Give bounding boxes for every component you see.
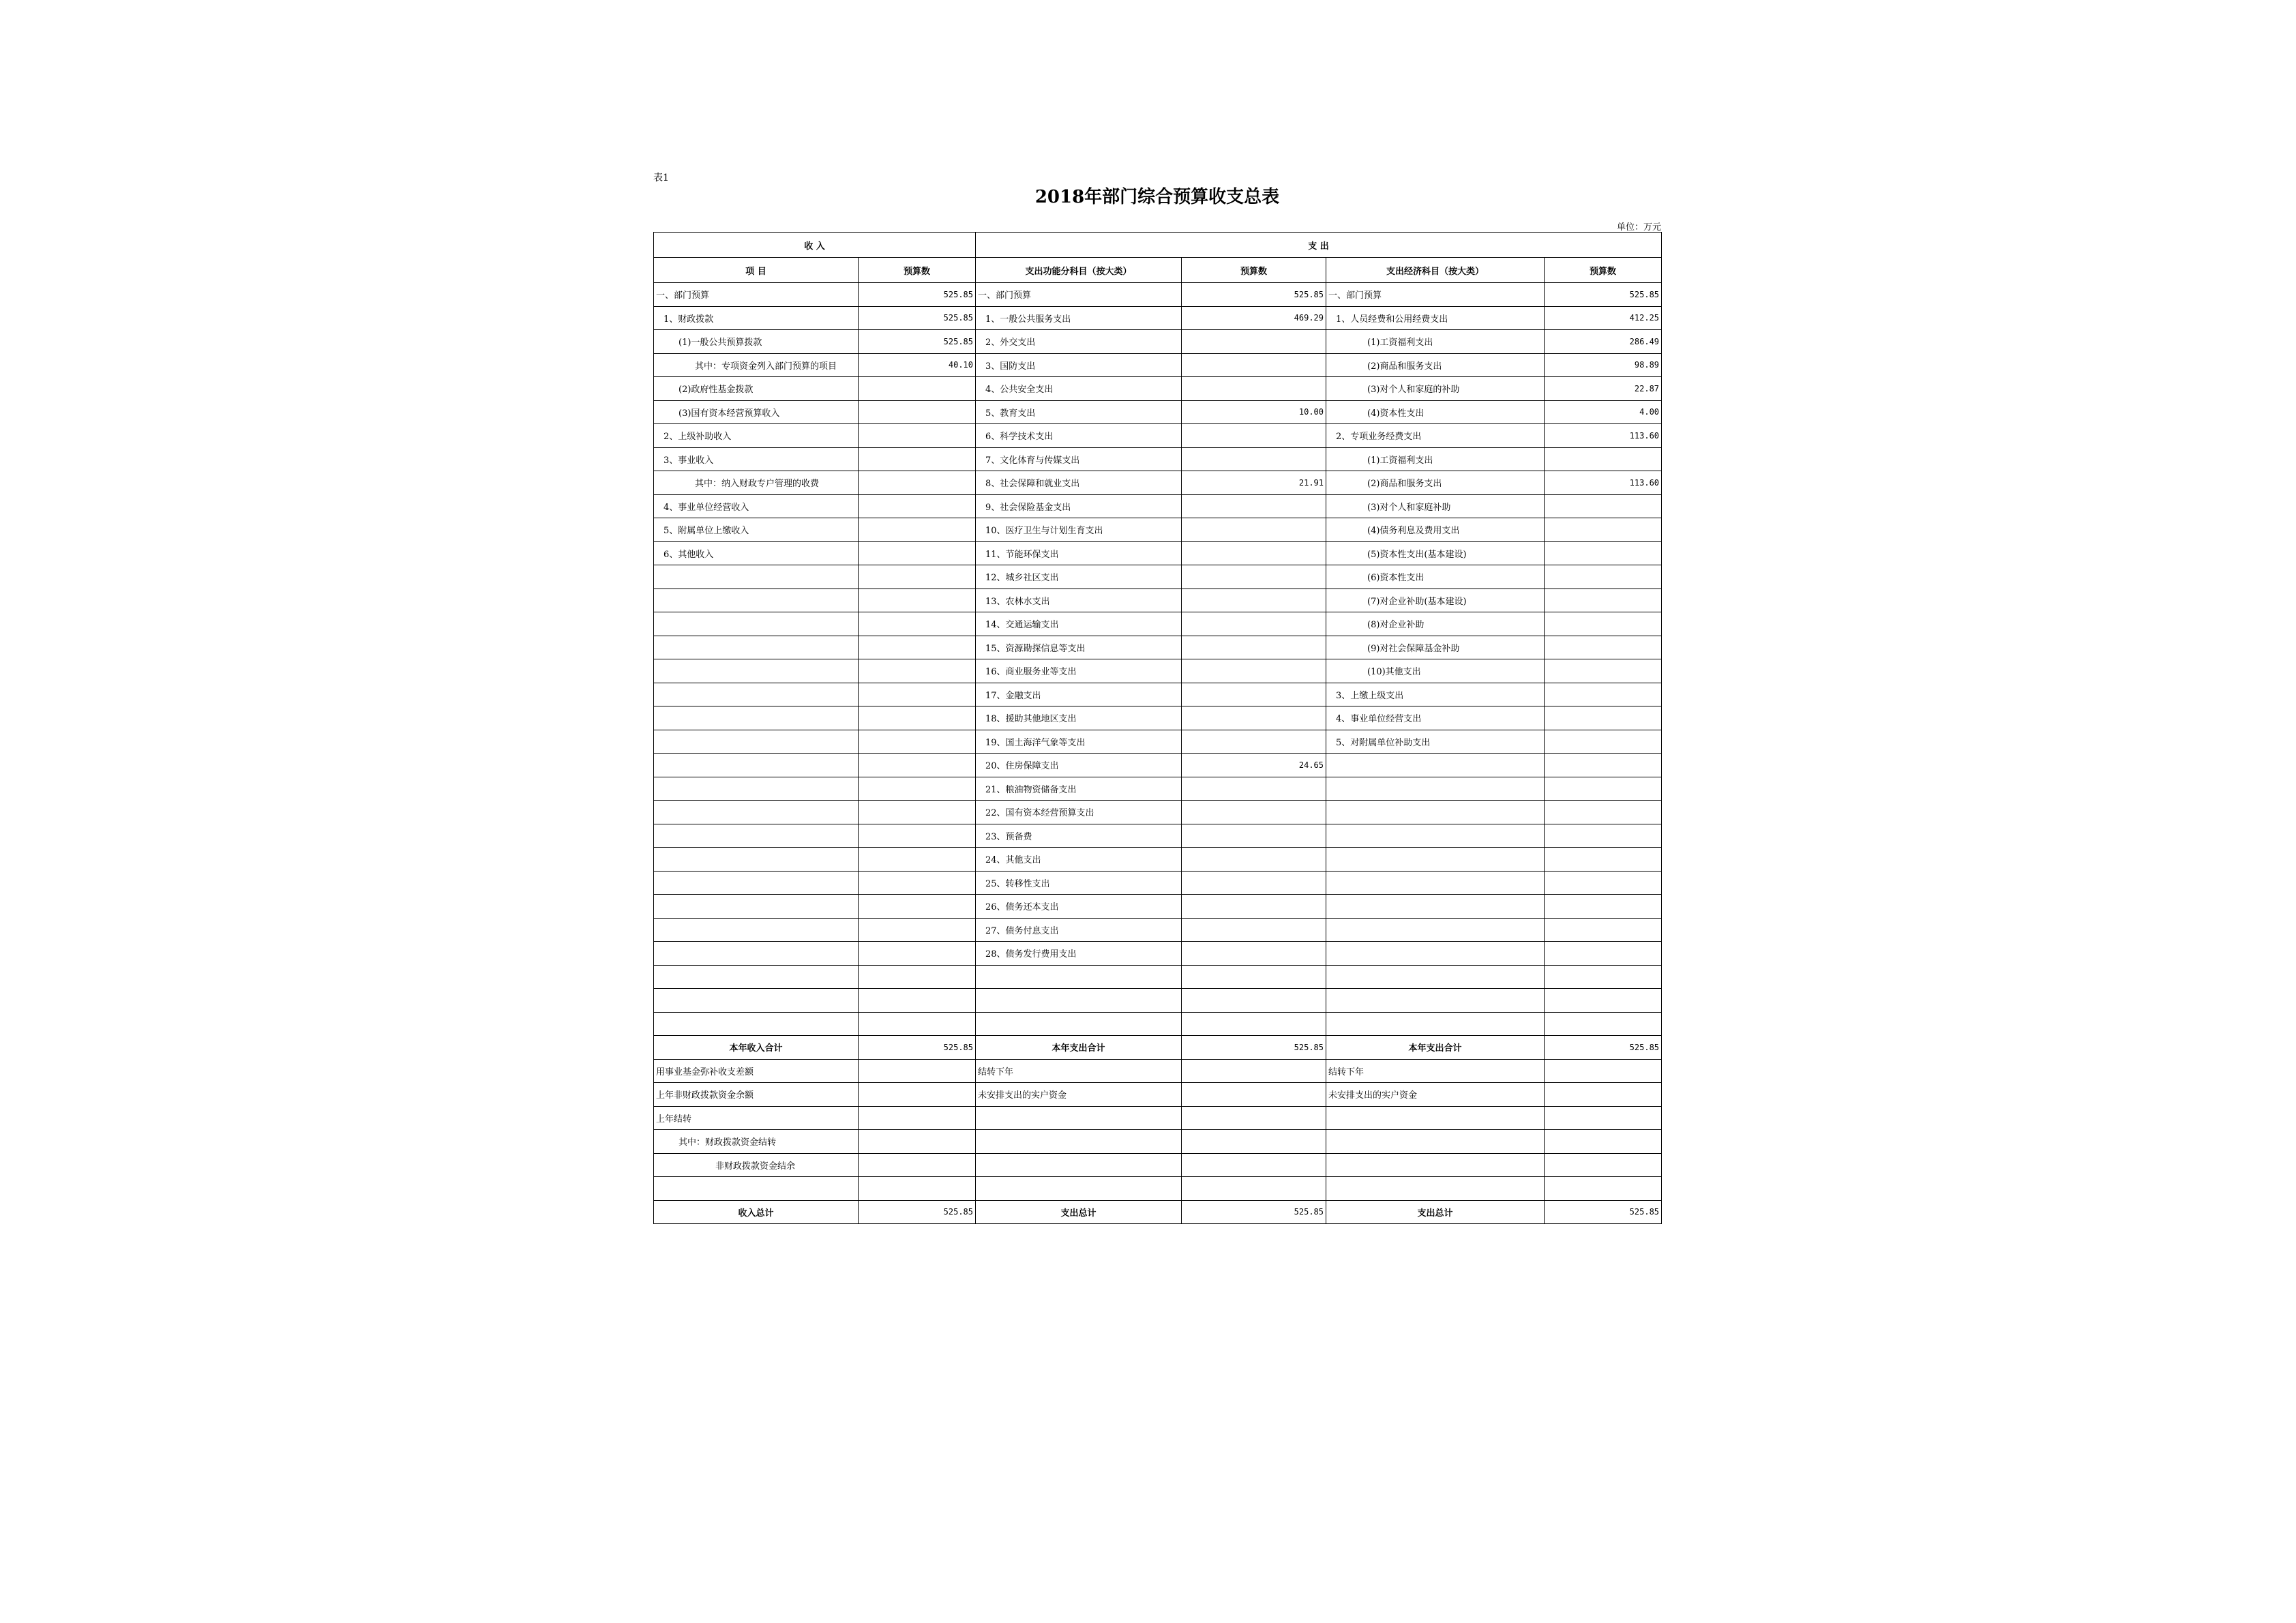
func-budget-cell: [1182, 1059, 1326, 1083]
income-budget-cell: [859, 683, 976, 706]
func-item-cell: [976, 1177, 1182, 1201]
income-budget-cell: [859, 965, 976, 989]
econ-item-cell: [1326, 989, 1545, 1013]
income-budget-cell: [859, 1059, 976, 1083]
econ-budget-cell: 113.60: [1545, 471, 1662, 495]
econ-item-cell: [1326, 824, 1545, 848]
income-budget-cell: [859, 377, 976, 401]
econ-item-cell: [1326, 1177, 1545, 1201]
econ-budget-cell: [1545, 447, 1662, 471]
func-item-cell: 13、农林水支出: [976, 589, 1182, 612]
func-item-cell: 18、援助其他地区支出: [976, 706, 1182, 730]
unit-label: 单位：万元: [1616, 222, 1661, 233]
func-budget-cell: [1182, 683, 1326, 706]
income-budget-cell: [859, 895, 976, 919]
income-item-cell: [654, 1177, 859, 1201]
func-budget-cell: [1182, 895, 1326, 919]
func-item-cell: 4、公共安全支出: [976, 377, 1182, 401]
income-item-cell: [654, 636, 859, 659]
econ-item-cell: 1、人员经费和公用经费支出: [1326, 306, 1545, 330]
econ-budget-cell: 286.49: [1545, 330, 1662, 354]
func-budget-cell: 469.29: [1182, 306, 1326, 330]
func-item-cell: [976, 1130, 1182, 1154]
econ-item-cell: [1326, 777, 1545, 801]
func-budget-cell: 525.85: [1182, 1200, 1326, 1224]
income-budget-cell: [859, 754, 976, 777]
func-item-cell: 16、商业服务业等支出: [976, 659, 1182, 683]
econ-budget-cell: [1545, 801, 1662, 824]
func-budget-cell: 21.91: [1182, 471, 1326, 495]
econ-budget-cell: [1545, 848, 1662, 872]
econ-item-cell: (2)商品和服务支出: [1326, 471, 1545, 495]
col-header-func: 支出功能分科目（按大类）: [976, 258, 1182, 283]
income-budget-cell: [859, 494, 976, 518]
income-item-cell: [654, 989, 859, 1013]
func-budget-cell: [1182, 447, 1326, 471]
econ-budget-cell: 98.89: [1545, 353, 1662, 377]
econ-budget-cell: [1545, 706, 1662, 730]
col-header-item: 项 目: [654, 258, 859, 283]
table-row: [654, 565, 1662, 589]
econ-item-cell: (5)资本性支出(基本建设): [1326, 541, 1545, 565]
func-item-cell: [976, 1106, 1182, 1130]
econ-item-cell: [1326, 754, 1545, 777]
income-item-cell: 其中：专项资金列入部门预算的项目: [654, 353, 859, 377]
func-item-cell: 7、文化体育与传媒支出: [976, 447, 1182, 471]
income-item-cell: [654, 965, 859, 989]
func-budget-cell: [1182, 1153, 1326, 1177]
income-budget-cell: [859, 471, 976, 495]
tail-row: [654, 1153, 1662, 1177]
func-budget-cell: [1182, 848, 1326, 872]
table-row: [654, 518, 1662, 542]
income-budget-cell: 40.10: [859, 353, 976, 377]
func-budget-cell: [1182, 541, 1326, 565]
func-budget-cell: [1182, 801, 1326, 824]
income-budget-cell: 525.85: [859, 330, 976, 354]
table-row: [654, 1012, 1662, 1036]
income-budget-cell: [859, 801, 976, 824]
econ-budget-cell: [1545, 1177, 1662, 1201]
income-budget-cell: 525.85: [859, 283, 976, 307]
table-row: [654, 447, 1662, 471]
income-item-cell: [654, 871, 859, 895]
econ-item-cell: 5、对附属单位补助支出: [1326, 730, 1545, 754]
col-header-budget: 预算数: [1182, 258, 1326, 283]
func-budget-cell: [1182, 612, 1326, 636]
income-item-cell: 2、上级补助收入: [654, 424, 859, 448]
econ-budget-cell: [1545, 754, 1662, 777]
func-budget-cell: [1182, 1106, 1326, 1130]
econ-item-cell: 3、上缴上级支出: [1326, 683, 1545, 706]
table-row: [654, 754, 1662, 777]
table-row: [654, 400, 1662, 424]
econ-budget-cell: [1545, 730, 1662, 754]
func-item-cell: 20、住房保障支出: [976, 754, 1182, 777]
income-item-cell: 本年收入合计: [654, 1036, 859, 1060]
econ-budget-cell: 22.87: [1545, 377, 1662, 401]
econ-budget-cell: [1545, 871, 1662, 895]
econ-item-cell: (4)资本性支出: [1326, 400, 1545, 424]
income-item-cell: [654, 589, 859, 612]
func-item-cell: [976, 965, 1182, 989]
func-budget-cell: 24.65: [1182, 754, 1326, 777]
income-item-cell: 3、事业收入: [654, 447, 859, 471]
func-budget-cell: [1182, 965, 1326, 989]
col-header-econ: 支出经济科目（按大类）: [1326, 258, 1545, 283]
table-row: [654, 848, 1662, 872]
income-item-cell: 收入总计: [654, 1200, 859, 1224]
income-item-cell: [654, 612, 859, 636]
income-budget-cell: [859, 989, 976, 1013]
econ-budget-cell: [1545, 895, 1662, 919]
tail-row: [654, 1059, 1662, 1083]
func-item-cell: 10、医疗卫生与计划生育支出: [976, 518, 1182, 542]
income-budget-cell: [859, 706, 976, 730]
econ-budget-cell: [1545, 1059, 1662, 1083]
econ-budget-cell: [1545, 777, 1662, 801]
func-item-cell: 27、债务付息支出: [976, 918, 1182, 942]
func-budget-cell: [1182, 942, 1326, 966]
func-budget-cell: [1182, 706, 1326, 730]
econ-budget-cell: [1545, 824, 1662, 848]
func-budget-cell: [1182, 824, 1326, 848]
tail-row: [654, 1106, 1662, 1130]
income-budget-cell: 525.85: [859, 1200, 976, 1224]
econ-item-cell: (3)对个人和家庭补助: [1326, 494, 1545, 518]
table-row: [654, 494, 1662, 518]
econ-budget-cell: [1545, 636, 1662, 659]
func-item-cell: 21、粮油物资储备支出: [976, 777, 1182, 801]
income-item-cell: (3)国有资本经营预算收入: [654, 400, 859, 424]
func-budget-cell: [1182, 353, 1326, 377]
econ-item-cell: (3)对个人和家庭的补助: [1326, 377, 1545, 401]
income-budget-cell: [859, 589, 976, 612]
econ-budget-cell: [1545, 518, 1662, 542]
econ-budget-cell: [1545, 989, 1662, 1013]
func-budget-cell: [1182, 989, 1326, 1013]
income-item-cell: [654, 918, 859, 942]
func-item-cell: 15、资源勘探信息等支出: [976, 636, 1182, 659]
column-header-row: [654, 258, 1662, 283]
func-item-cell: 9、社会保险基金支出: [976, 494, 1182, 518]
income-item-cell: 其中：纳入财政专户管理的收费: [654, 471, 859, 495]
income-item-cell: (2)政府性基金拨款: [654, 377, 859, 401]
income-item-cell: [654, 565, 859, 589]
income-item-cell: 5、附属单位上缴收入: [654, 518, 859, 542]
income-group-header: 收 入: [654, 233, 976, 258]
econ-item-cell: 4、事业单位经营支出: [1326, 706, 1545, 730]
func-budget-cell: [1182, 494, 1326, 518]
group-header-row: [654, 233, 1662, 258]
econ-budget-cell: 525.85: [1545, 283, 1662, 307]
econ-item-cell: (10)其他支出: [1326, 659, 1545, 683]
tail-row: [654, 1130, 1662, 1154]
table-row: [654, 424, 1662, 448]
income-budget-cell: [859, 565, 976, 589]
func-item-cell: 2、外交支出: [976, 330, 1182, 354]
func-item-cell: 一、部门预算: [976, 283, 1182, 307]
table-row: [654, 589, 1662, 612]
func-item-cell: 25、转移性支出: [976, 871, 1182, 895]
func-item-cell: 24、其他支出: [976, 848, 1182, 872]
econ-item-cell: (1)工资福利支出: [1326, 330, 1545, 354]
econ-item-cell: [1326, 965, 1545, 989]
econ-item-cell: (7)对企业补助(基本建设): [1326, 589, 1545, 612]
econ-budget-cell: [1545, 589, 1662, 612]
col-header-budget: 预算数: [859, 258, 976, 283]
income-item-cell: [654, 683, 859, 706]
econ-budget-cell: [1545, 918, 1662, 942]
econ-item-cell: [1326, 848, 1545, 872]
tail-row: [654, 1177, 1662, 1201]
table-row: [654, 541, 1662, 565]
func-budget-cell: [1182, 1083, 1326, 1107]
econ-budget-cell: [1545, 494, 1662, 518]
func-budget-cell: [1182, 377, 1326, 401]
income-budget-cell: [859, 612, 976, 636]
func-budget-cell: [1182, 424, 1326, 448]
tail-row: [654, 1083, 1662, 1107]
econ-item-cell: (4)债务利息及费用支出: [1326, 518, 1545, 542]
income-budget-cell: [859, 447, 976, 471]
func-item-cell: 14、交通运输支出: [976, 612, 1182, 636]
func-budget-cell: 525.85: [1182, 1036, 1326, 1060]
econ-budget-cell: 4.00: [1545, 400, 1662, 424]
table-row: [654, 989, 1662, 1013]
table-row: [654, 612, 1662, 636]
grand-total-row: [654, 1200, 1662, 1224]
econ-item-cell: [1326, 1012, 1545, 1036]
table-row: [654, 730, 1662, 754]
income-item-cell: [654, 942, 859, 966]
table-row: [654, 706, 1662, 730]
func-item-cell: 5、教育支出: [976, 400, 1182, 424]
income-item-cell: [654, 801, 859, 824]
income-budget-cell: [859, 777, 976, 801]
func-budget-cell: [1182, 777, 1326, 801]
income-item-cell: [654, 777, 859, 801]
func-budget-cell: [1182, 565, 1326, 589]
econ-budget-cell: [1545, 1130, 1662, 1154]
econ-budget-cell: [1545, 565, 1662, 589]
func-budget-cell: [1182, 589, 1326, 612]
col-header-budget: 预算数: [1545, 258, 1662, 283]
econ-budget-cell: [1545, 612, 1662, 636]
econ-item-cell: 支出总计: [1326, 1200, 1545, 1224]
econ-item-cell: [1326, 918, 1545, 942]
income-budget-cell: [859, 518, 976, 542]
expense-group-header: 支 出: [976, 233, 1662, 258]
func-item-cell: [976, 989, 1182, 1013]
econ-item-cell: (6)资本性支出: [1326, 565, 1545, 589]
econ-budget-cell: [1545, 683, 1662, 706]
table-label: 表1: [653, 173, 669, 183]
func-budget-cell: [1182, 1177, 1326, 1201]
income-budget-cell: [859, 918, 976, 942]
func-item-cell: 22、国有资本经营预算支出: [976, 801, 1182, 824]
econ-item-cell: 结转下年: [1326, 1059, 1545, 1083]
econ-item-cell: [1326, 871, 1545, 895]
econ-item-cell: (2)商品和服务支出: [1326, 353, 1545, 377]
func-item-cell: [976, 1012, 1182, 1036]
income-item-cell: (1)一般公共预算拨款: [654, 330, 859, 354]
econ-budget-cell: [1545, 1012, 1662, 1036]
income-item-cell: 上年非财政拨款资金余额: [654, 1083, 859, 1107]
income-budget-cell: [859, 1177, 976, 1201]
econ-item-cell: 本年支出合计: [1326, 1036, 1545, 1060]
income-budget-cell: [859, 541, 976, 565]
func-budget-cell: 525.85: [1182, 283, 1326, 307]
func-item-cell: 6、科学技术支出: [976, 424, 1182, 448]
table-row: [654, 824, 1662, 848]
income-budget-cell: [859, 1012, 976, 1036]
func-item-cell: 11、节能环保支出: [976, 541, 1182, 565]
func-item-cell: 19、国土海洋气象等支出: [976, 730, 1182, 754]
econ-budget-cell: 525.85: [1545, 1036, 1662, 1060]
table-row: [654, 777, 1662, 801]
econ-item-cell: [1326, 801, 1545, 824]
income-item-cell: [654, 754, 859, 777]
income-item-cell: 其中：财政拨款资金结转: [654, 1130, 859, 1154]
table-row: [654, 942, 1662, 966]
func-item-cell: 结转下年: [976, 1059, 1182, 1083]
income-budget-cell: [859, 848, 976, 872]
econ-budget-cell: [1545, 541, 1662, 565]
econ-item-cell: 2、专项业务经费支出: [1326, 424, 1545, 448]
func-budget-cell: [1182, 1130, 1326, 1154]
func-budget-cell: [1182, 871, 1326, 895]
income-budget-cell: [859, 1153, 976, 1177]
page-title: 2018年部门综合预算收支总表: [1034, 187, 1280, 207]
income-budget-cell: [859, 824, 976, 848]
econ-budget-cell: [1545, 1153, 1662, 1177]
income-budget-cell: [859, 871, 976, 895]
econ-item-cell: [1326, 1106, 1545, 1130]
func-item-cell: 28、债务发行费用支出: [976, 942, 1182, 966]
income-item-cell: [654, 824, 859, 848]
table-row: [654, 471, 1662, 495]
econ-budget-cell: 412.25: [1545, 306, 1662, 330]
income-budget-cell: [859, 636, 976, 659]
func-item-cell: 支出总计: [976, 1200, 1182, 1224]
func-budget-cell: [1182, 730, 1326, 754]
income-item-cell: [654, 895, 859, 919]
table-row: [654, 659, 1662, 683]
income-item-cell: 非财政拨款资金结余: [654, 1153, 859, 1177]
table-row: [654, 353, 1662, 377]
table-row: [654, 965, 1662, 989]
income-item-cell: 4、事业单位经营收入: [654, 494, 859, 518]
table-row: [654, 895, 1662, 919]
income-budget-cell: [859, 400, 976, 424]
table-row: [654, 918, 1662, 942]
budget-summary-table: [653, 232, 1662, 1224]
econ-item-cell: 一、部门预算: [1326, 283, 1545, 307]
income-item-cell: [654, 848, 859, 872]
func-item-cell: 23、预备费: [976, 824, 1182, 848]
table-row: [654, 306, 1662, 330]
func-item-cell: 3、国防支出: [976, 353, 1182, 377]
income-budget-cell: 525.85: [859, 306, 976, 330]
func-item-cell: [976, 1153, 1182, 1177]
table-row: [654, 283, 1662, 307]
income-item-cell: [654, 659, 859, 683]
func-budget-cell: [1182, 659, 1326, 683]
income-budget-cell: [859, 1083, 976, 1107]
func-item-cell: 1、一般公共服务支出: [976, 306, 1182, 330]
income-budget-cell: [859, 942, 976, 966]
econ-item-cell: [1326, 895, 1545, 919]
econ-item-cell: (1)工资福利支出: [1326, 447, 1545, 471]
econ-item-cell: (8)对企业补助: [1326, 612, 1545, 636]
econ-budget-cell: [1545, 965, 1662, 989]
func-item-cell: 8、社会保障和就业支出: [976, 471, 1182, 495]
income-budget-cell: [859, 424, 976, 448]
income-budget-cell: [859, 659, 976, 683]
func-budget-cell: [1182, 518, 1326, 542]
income-item-cell: 一、部门预算: [654, 283, 859, 307]
func-item-cell: 26、债务还本支出: [976, 895, 1182, 919]
func-item-cell: 17、金融支出: [976, 683, 1182, 706]
table-row: [654, 801, 1662, 824]
income-item-cell: 6、其他收入: [654, 541, 859, 565]
income-item-cell: [654, 1012, 859, 1036]
income-item-cell: 上年结转: [654, 1106, 859, 1130]
income-budget-cell: [859, 730, 976, 754]
econ-budget-cell: 525.85: [1545, 1200, 1662, 1224]
func-budget-cell: [1182, 330, 1326, 354]
table-row: [654, 377, 1662, 401]
year-total-row: [654, 1036, 1662, 1060]
econ-budget-cell: 113.60: [1545, 424, 1662, 448]
econ-item-cell: (9)对社会保障基金补助: [1326, 636, 1545, 659]
income-budget-cell: 525.85: [859, 1036, 976, 1060]
econ-budget-cell: [1545, 1083, 1662, 1107]
income-budget-cell: [859, 1130, 976, 1154]
table-row: [654, 683, 1662, 706]
econ-item-cell: [1326, 1153, 1545, 1177]
econ-budget-cell: [1545, 942, 1662, 966]
func-budget-cell: 10.00: [1182, 400, 1326, 424]
income-item-cell: [654, 730, 859, 754]
econ-item-cell: [1326, 1130, 1545, 1154]
econ-budget-cell: [1545, 659, 1662, 683]
income-item-cell: [654, 706, 859, 730]
econ-budget-cell: [1545, 1106, 1662, 1130]
func-budget-cell: [1182, 1012, 1326, 1036]
func-item-cell: 本年支出合计: [976, 1036, 1182, 1060]
table-row: [654, 330, 1662, 354]
table-row: [654, 871, 1662, 895]
func-item-cell: 未安排支出的实户资金: [976, 1083, 1182, 1107]
func-item-cell: 12、城乡社区支出: [976, 565, 1182, 589]
income-item-cell: 用事业基金弥补收支差额: [654, 1059, 859, 1083]
func-budget-cell: [1182, 918, 1326, 942]
econ-item-cell: [1326, 942, 1545, 966]
econ-item-cell: 未安排支出的实户资金: [1326, 1083, 1545, 1107]
func-budget-cell: [1182, 636, 1326, 659]
table-row: [654, 636, 1662, 659]
income-budget-cell: [859, 1106, 976, 1130]
income-item-cell: 1、财政拨款: [654, 306, 859, 330]
